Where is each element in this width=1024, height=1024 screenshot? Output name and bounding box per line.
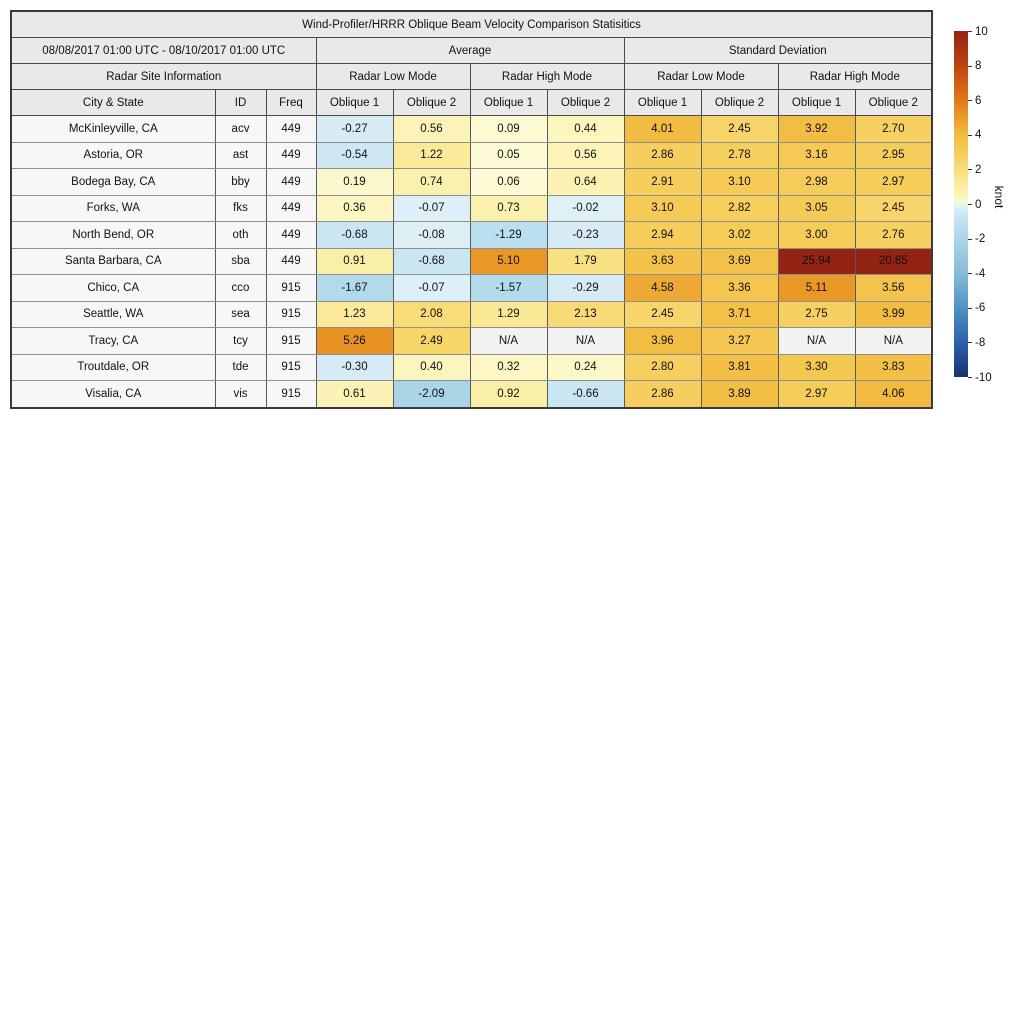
column-header-oblique: Oblique 2 — [701, 90, 778, 116]
column-header-oblique: Oblique 1 — [778, 90, 855, 116]
value-cell: 20.85 — [855, 248, 932, 275]
value-cell: 1.22 — [393, 142, 470, 169]
value-cell: 2.86 — [624, 142, 701, 169]
city-cell: Forks, WA — [11, 195, 215, 222]
group-header-row — [11, 38, 932, 64]
value-cell: 2.45 — [701, 116, 778, 143]
value-cell: 0.06 — [470, 169, 547, 196]
value-cell: -1.29 — [470, 222, 547, 249]
value-cell: -0.68 — [316, 222, 393, 249]
statistics-table — [10, 10, 933, 409]
value-cell: 2.49 — [393, 328, 470, 355]
freq-cell: 449 — [266, 195, 316, 222]
colorbar-tick-label: -2 — [975, 233, 986, 246]
value-cell: 3.81 — [701, 354, 778, 381]
city-cell: Astoria, OR — [11, 142, 215, 169]
mode-header-std-high: Radar High Mode — [778, 64, 932, 90]
column-header-oblique: Oblique 2 — [855, 90, 932, 116]
value-cell: 3.00 — [778, 222, 855, 249]
colorbar-tick-label: -6 — [975, 302, 986, 315]
colorbar-tick — [968, 308, 972, 309]
mode-header-std-low: Radar Low Mode — [624, 64, 778, 90]
value-cell: 1.29 — [470, 301, 547, 328]
freq-cell: 915 — [266, 275, 316, 302]
value-cell: 0.36 — [316, 195, 393, 222]
value-cell: 0.40 — [393, 354, 470, 381]
value-cell: 1.23 — [316, 301, 393, 328]
colorbar-tick — [968, 239, 972, 240]
value-cell: 3.02 — [701, 222, 778, 249]
value-cell: 1.79 — [547, 248, 624, 275]
id-cell: bby — [215, 169, 266, 196]
id-cell: ast — [215, 142, 266, 169]
city-cell: Troutdale, OR — [11, 354, 215, 381]
value-cell: 3.69 — [701, 248, 778, 275]
value-cell: 3.71 — [701, 301, 778, 328]
value-cell: -0.66 — [547, 381, 624, 408]
table-row — [11, 328, 932, 355]
value-cell: 2.80 — [624, 354, 701, 381]
value-cell: 2.45 — [855, 195, 932, 222]
value-cell: -0.23 — [547, 222, 624, 249]
value-cell: -0.07 — [393, 195, 470, 222]
value-cell: 3.96 — [624, 328, 701, 355]
value-cell: -0.30 — [316, 354, 393, 381]
column-header-oblique: Oblique 1 — [624, 90, 701, 116]
value-cell: 2.75 — [778, 301, 855, 328]
table-head — [11, 11, 932, 116]
value-cell: 0.56 — [547, 142, 624, 169]
value-cell: 5.10 — [470, 248, 547, 275]
date-range: 08/08/2017 01:00 UTC - 08/10/2017 01:00 UTC — [11, 38, 316, 64]
value-cell: 2.45 — [624, 301, 701, 328]
value-cell: 3.83 — [855, 354, 932, 381]
average-group-header: Average — [316, 38, 624, 64]
value-cell: 0.19 — [316, 169, 393, 196]
value-cell: 25.94 — [778, 248, 855, 275]
value-cell: 0.24 — [547, 354, 624, 381]
value-cell: 3.10 — [624, 195, 701, 222]
value-cell: 2.97 — [778, 381, 855, 408]
value-cell: 0.32 — [470, 354, 547, 381]
colorbar-tick-label: 4 — [975, 129, 982, 142]
value-cell: 2.94 — [624, 222, 701, 249]
colorbar-tick — [968, 135, 972, 136]
value-cell: N/A — [855, 328, 932, 355]
value-cell: 2.98 — [778, 169, 855, 196]
city-cell: Bodega Bay, CA — [11, 169, 215, 196]
colorbar-tick — [968, 100, 972, 101]
colorbar-tick-label: 6 — [975, 94, 982, 107]
value-cell: 0.74 — [393, 169, 470, 196]
freq-cell: 915 — [266, 381, 316, 408]
id-cell: cco — [215, 275, 266, 302]
colorbar-tick-label: 10 — [975, 25, 988, 38]
colorbar — [950, 25, 1024, 390]
city-cell: Chico, CA — [11, 275, 215, 302]
id-cell: acv — [215, 116, 266, 143]
table-row — [11, 116, 932, 143]
table-row — [11, 381, 932, 408]
value-cell: N/A — [547, 328, 624, 355]
value-cell: 0.44 — [547, 116, 624, 143]
city-cell: Visalia, CA — [11, 381, 215, 408]
std-deviation-group-header: Standard Deviation — [624, 38, 932, 64]
city-cell: McKinleyville, CA — [11, 116, 215, 143]
city-cell: Seattle, WA — [11, 301, 215, 328]
value-cell: 3.05 — [778, 195, 855, 222]
value-cell: 2.86 — [624, 381, 701, 408]
colorbar-tick — [968, 204, 972, 205]
table-row — [11, 275, 932, 302]
column-header-oblique: Oblique 1 — [470, 90, 547, 116]
value-cell: 3.89 — [701, 381, 778, 408]
id-cell: fks — [215, 195, 266, 222]
value-cell: 3.30 — [778, 354, 855, 381]
value-cell: -0.02 — [547, 195, 624, 222]
value-cell: 0.92 — [470, 381, 547, 408]
column-header-oblique: Oblique 2 — [393, 90, 470, 116]
colorbar-tick-label: 2 — [975, 163, 982, 176]
value-cell: -1.67 — [316, 275, 393, 302]
value-cell: 2.13 — [547, 301, 624, 328]
value-cell: 0.05 — [470, 142, 547, 169]
value-cell: 2.91 — [624, 169, 701, 196]
colorbar-unit-label: knot — [992, 185, 1006, 209]
value-cell: 2.70 — [855, 116, 932, 143]
value-cell: 2.78 — [701, 142, 778, 169]
colorbar-tick — [968, 342, 972, 343]
colorbar-tick-label: -10 — [975, 371, 992, 384]
value-cell: -0.68 — [393, 248, 470, 275]
column-header-city: City & State — [11, 90, 215, 116]
value-cell: -0.29 — [547, 275, 624, 302]
table-row — [11, 169, 932, 196]
freq-cell: 449 — [266, 248, 316, 275]
value-cell: 3.36 — [701, 275, 778, 302]
title-row — [11, 11, 932, 38]
value-cell: 4.01 — [624, 116, 701, 143]
colorbar-tick-label: 0 — [975, 198, 982, 211]
value-cell: 2.08 — [393, 301, 470, 328]
value-cell: 0.91 — [316, 248, 393, 275]
value-cell: 3.27 — [701, 328, 778, 355]
colorbar-tick — [968, 66, 972, 67]
freq-cell: 915 — [266, 354, 316, 381]
colorbar-tick-label: -8 — [975, 336, 986, 349]
freq-cell: 915 — [266, 328, 316, 355]
id-cell: tcy — [215, 328, 266, 355]
value-cell: 3.10 — [701, 169, 778, 196]
table-row — [11, 301, 932, 328]
value-cell: N/A — [470, 328, 547, 355]
value-cell: N/A — [778, 328, 855, 355]
column-header-oblique: Oblique 2 — [547, 90, 624, 116]
colorbar-tick — [968, 377, 972, 378]
city-cell: Santa Barbara, CA — [11, 248, 215, 275]
column-header-freq: Freq — [266, 90, 316, 116]
colorbar-tick — [968, 273, 972, 274]
table-row — [11, 195, 932, 222]
value-cell: -0.07 — [393, 275, 470, 302]
value-cell: -2.09 — [393, 381, 470, 408]
mode-header-avg-low: Radar Low Mode — [316, 64, 470, 90]
value-cell: 4.06 — [855, 381, 932, 408]
table-row — [11, 248, 932, 275]
colorbar-tick-label: -4 — [975, 267, 986, 280]
value-cell: 5.26 — [316, 328, 393, 355]
value-cell: 4.58 — [624, 275, 701, 302]
value-cell: 2.82 — [701, 195, 778, 222]
value-cell: 3.16 — [778, 142, 855, 169]
value-cell: 0.09 — [470, 116, 547, 143]
id-cell: tde — [215, 354, 266, 381]
column-header-id: ID — [215, 90, 266, 116]
radar-site-info-header: Radar Site Information — [11, 64, 316, 90]
value-cell: -0.27 — [316, 116, 393, 143]
colorbar-tick — [968, 31, 972, 32]
city-cell: Tracy, CA — [11, 328, 215, 355]
value-cell: 2.76 — [855, 222, 932, 249]
table-row — [11, 354, 932, 381]
value-cell: 2.97 — [855, 169, 932, 196]
value-cell: -0.08 — [393, 222, 470, 249]
value-cell: 3.63 — [624, 248, 701, 275]
column-header-oblique: Oblique 1 — [316, 90, 393, 116]
freq-cell: 915 — [266, 301, 316, 328]
value-cell: 0.61 — [316, 381, 393, 408]
colorbar-tick — [968, 169, 972, 170]
value-cell: 3.92 — [778, 116, 855, 143]
id-cell: sea — [215, 301, 266, 328]
table-row — [11, 142, 932, 169]
value-cell: 2.95 — [855, 142, 932, 169]
value-cell: 0.64 — [547, 169, 624, 196]
value-cell: -0.54 — [316, 142, 393, 169]
id-cell: sba — [215, 248, 266, 275]
value-cell: 0.56 — [393, 116, 470, 143]
value-cell: -1.57 — [470, 275, 547, 302]
column-header-row — [11, 90, 932, 116]
id-cell: oth — [215, 222, 266, 249]
freq-cell: 449 — [266, 169, 316, 196]
colorbar-gradient — [954, 31, 968, 377]
figure-title: Wind-Profiler/HRRR Oblique Beam Velocity Comparison Statisitics — [11, 11, 932, 38]
mode-header-row — [11, 64, 932, 90]
freq-cell: 449 — [266, 116, 316, 143]
value-cell: 5.11 — [778, 275, 855, 302]
table-row — [11, 222, 932, 249]
freq-cell: 449 — [266, 142, 316, 169]
value-cell: 3.99 — [855, 301, 932, 328]
city-cell: North Bend, OR — [11, 222, 215, 249]
value-cell: 3.56 — [855, 275, 932, 302]
freq-cell: 449 — [266, 222, 316, 249]
table-body — [11, 116, 932, 408]
value-cell: 0.73 — [470, 195, 547, 222]
colorbar-tick-label: 8 — [975, 60, 982, 73]
id-cell: vis — [215, 381, 266, 408]
mode-header-avg-high: Radar High Mode — [470, 64, 624, 90]
